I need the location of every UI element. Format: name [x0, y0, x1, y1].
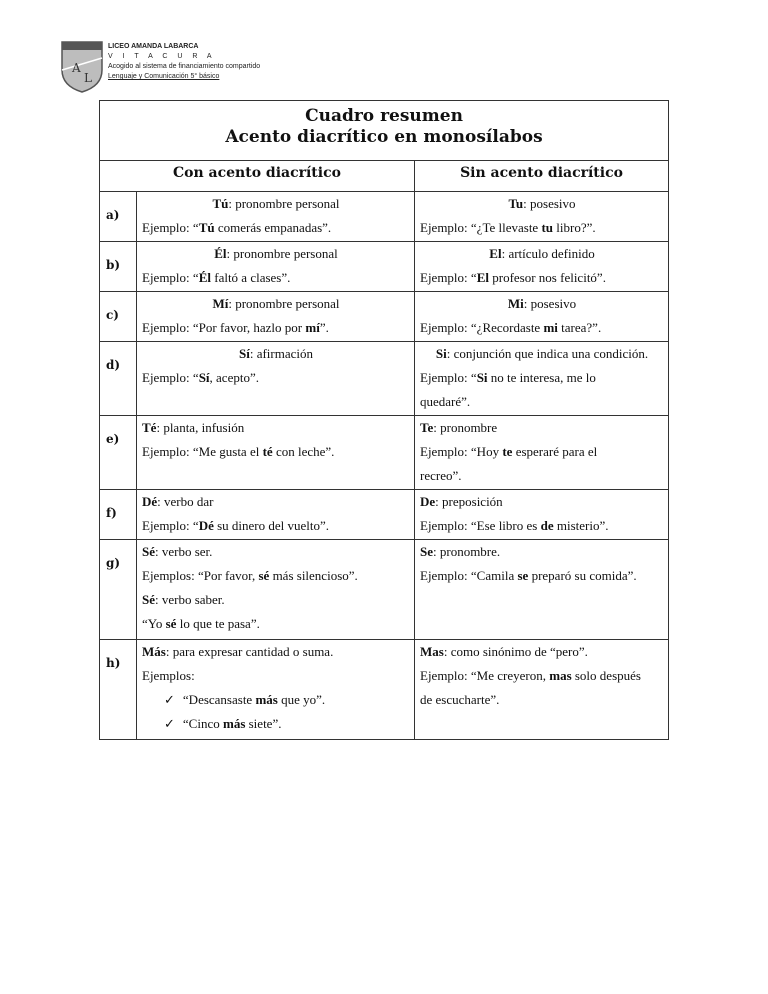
title-line-2: Acento diacrítico en monosílabos — [225, 127, 543, 147]
row-letter: d) — [100, 342, 137, 416]
with-accent-cell: Más: para expresar cantidad o suma. Ejemplos: ✓ “Descansaste más que yo”. ✓ “Cinco más siete”. — [137, 640, 415, 740]
with-accent-cell: Él: pronombre personal Ejemplo: “Él faltó a clases”. — [137, 242, 415, 292]
with-accent-cell: Tú: pronombre personal Ejemplo: “Tú comerás empanadas”. — [137, 192, 415, 242]
row-letter: c) — [100, 292, 137, 342]
checkmark-icon: ✓ — [164, 716, 175, 731]
without-accent-cell: Te: pronombre Ejemplo: “Hoy te esperaré para el recreo”. — [415, 416, 669, 490]
accented-word: Tú — [212, 196, 229, 211]
title-line-1: Cuadro resumen — [305, 106, 463, 126]
table-row — [100, 342, 669, 416]
table-row — [100, 292, 669, 342]
table-row — [100, 540, 669, 640]
without-accent-cell: El: artículo definido Ejemplo: “El profesor nos felicitó”. — [415, 242, 669, 292]
school-city: V I T A C U R A — [108, 53, 216, 60]
with-accent-cell: Sí: afirmación Ejemplo: “Sí, acepto”. — [137, 342, 415, 416]
without-accent-cell: De: preposición Ejemplo: “Ese libro es de misterio”. — [415, 490, 669, 540]
logo-letter-l: L — [84, 71, 92, 85]
row-letter: g) — [100, 540, 137, 640]
table-title — [100, 101, 669, 161]
checkmark-icon: ✓ — [164, 692, 175, 707]
without-accent-cell: Tu: posesivo Ejemplo: “¿Te llevaste tu libro?”. — [415, 192, 669, 242]
without-accent-cell: Mas: como sinónimo de “pero”. Ejemplo: “Me creyeron, mas solo después de escucharte”. — [415, 640, 669, 740]
row-letter: e) — [100, 416, 137, 490]
row-letter: h) — [100, 640, 137, 740]
row-letter: a) — [100, 192, 137, 242]
school-logo-icon — [60, 40, 104, 94]
unaccented-word: Tu — [508, 196, 524, 211]
with-accent-cell: Té: planta, infusión Ejemplo: “Me gusta el té con leche”. — [137, 416, 415, 490]
without-accent-cell: Se: pronombre. Ejemplo: “Camila se preparó su comida”. — [415, 540, 669, 640]
table-row — [100, 242, 669, 292]
school-header — [60, 40, 300, 102]
row-letter: f) — [100, 490, 137, 540]
with-accent-cell: Sé: verbo ser. Ejemplos: “Por favor, sé más silencioso”. Sé: verbo saber. “Yo sé lo que te pasa”. — [137, 540, 415, 640]
with-accent-cell: Dé: verbo dar Ejemplo: “Dé su dinero del vuelto”. — [137, 490, 415, 540]
logo-letter-a: A — [72, 61, 81, 75]
school-name: LICEO AMANDA LABARCA — [108, 43, 199, 50]
table-row — [100, 640, 669, 740]
table-row — [100, 416, 669, 490]
without-accent-cell: Si: conjunción que indica una condición. Ejemplo: “Si no te interesa, me lo quedaré”. — [415, 342, 669, 416]
table-row — [100, 490, 669, 540]
with-accent-cell: Mí: pronombre personal Ejemplo: “Por favor, hazlo por mí”. — [137, 292, 415, 342]
financing-note: Acogido al sistema de financiamiento compartido — [108, 63, 261, 70]
column-header-with-accent: Con acento diacrítico — [100, 161, 415, 192]
column-header-without-accent: Sin acento diacrítico — [415, 161, 669, 192]
row-letter: b) — [100, 242, 137, 292]
course-name: Lenguaje y Comunicación 5° básico — [108, 73, 220, 80]
summary-table — [99, 100, 669, 740]
table-row — [100, 192, 669, 242]
without-accent-cell: Mi: posesivo Ejemplo: “¿Recordaste mi tarea?”. — [415, 292, 669, 342]
